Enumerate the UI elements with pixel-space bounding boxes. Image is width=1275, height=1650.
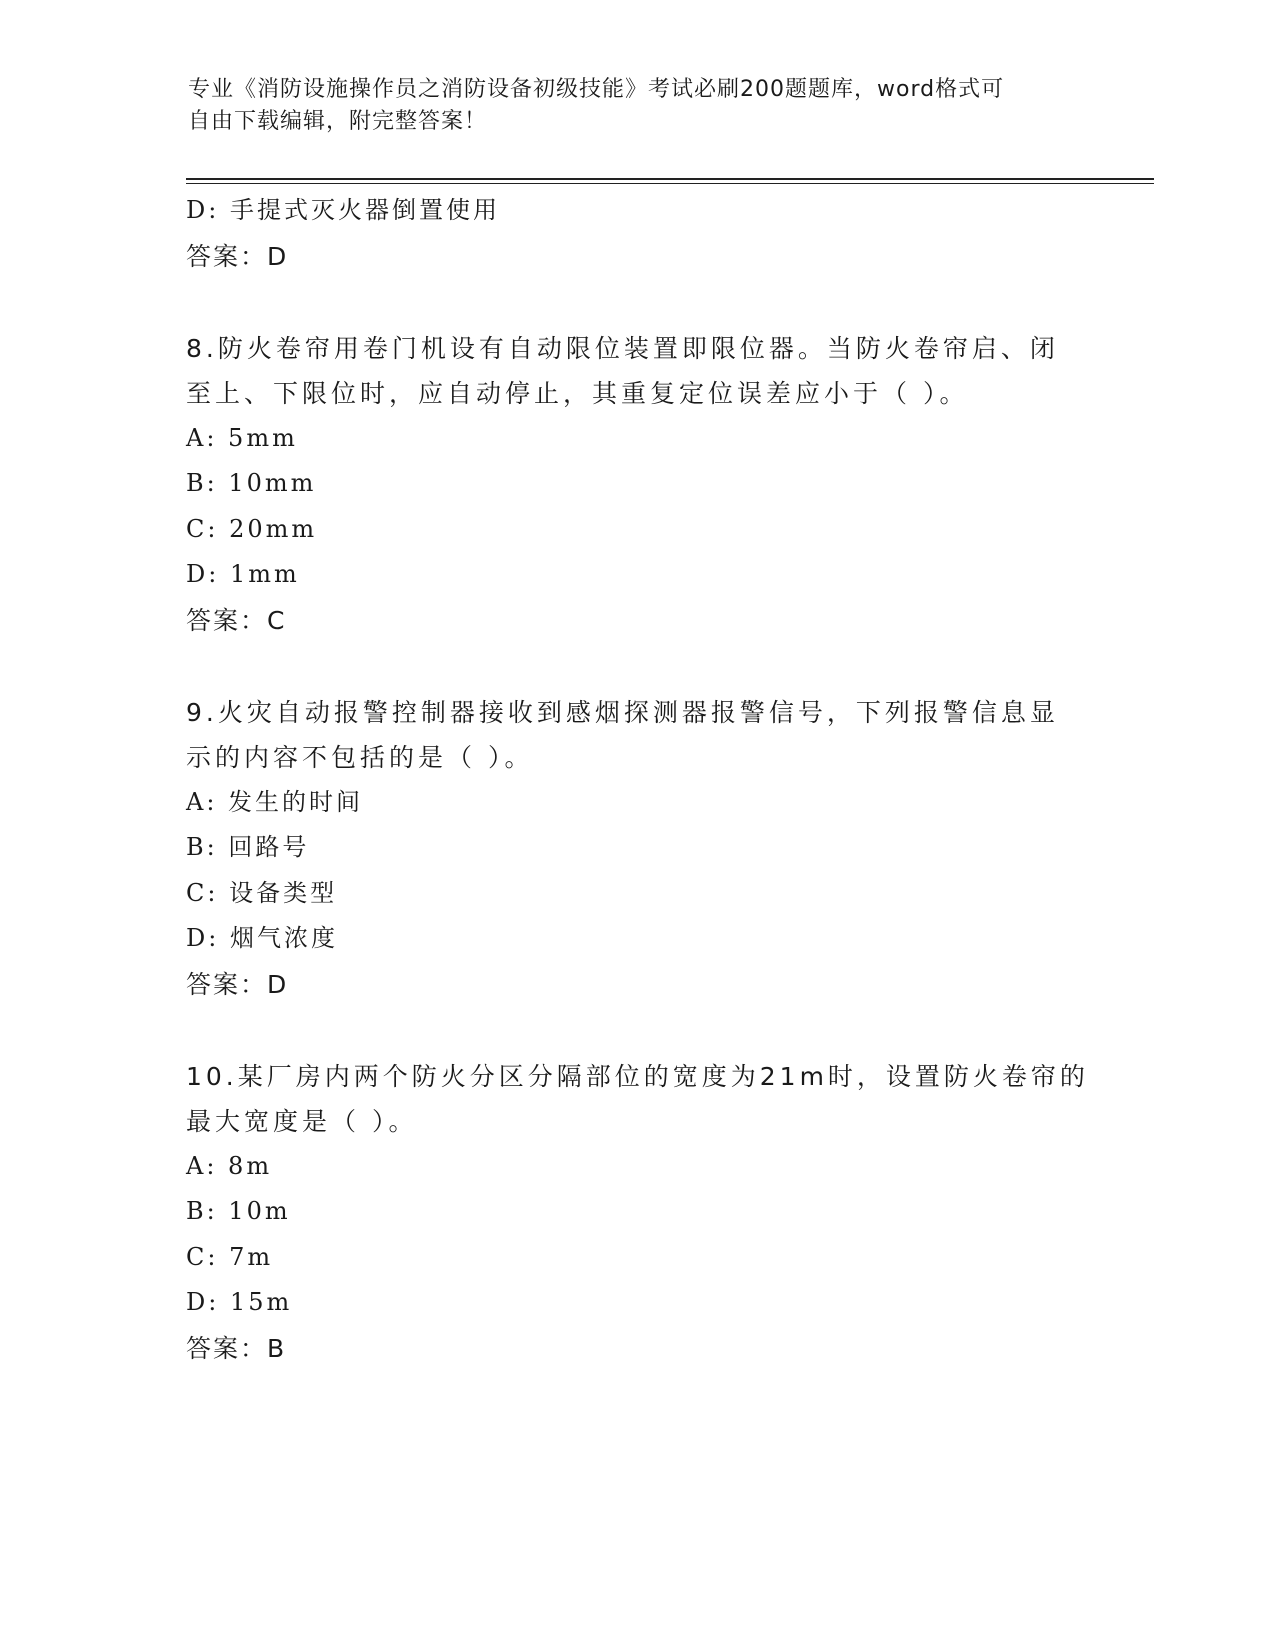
prev-answer: 答案：D [186,241,289,271]
spacer [186,643,1086,690]
question-text-line: 示的内容不包括的是（ ）。 [186,742,534,772]
answer: 答案：D [186,969,289,999]
question-text-line: 10.某厂房内两个防火分区分隔部位的宽度为21m时，设置防火卷帘的 [186,1061,1089,1091]
question-text-line: 8.防火卷帘用卷门机设有自动限位装置即限位器。当防火卷帘启、闭 [186,333,1059,363]
header-line-1: 专业《消防设施操作员之消防设备初级技能》考试必刷200题题库，word格式可 [188,77,1005,102]
option-a: A: 发生的时间 [186,787,364,816]
option-d: D: 烟气浓度 [186,924,338,952]
answer: 答案：B [186,1333,287,1363]
document-body [186,188,1089,1371]
question-text-line: 至上、下限位时，应自动停止，其重复定位误差应小于（ ）。 [186,378,969,408]
header-divider-thick [186,178,1154,180]
option-b: B: 回路号 [186,833,310,861]
option-a: A: 5mm [186,423,298,452]
option-b: B: 10mm [186,469,317,497]
question-9 [186,690,1066,780]
question-8 [186,326,1066,416]
option-c: C: 20mm [186,514,318,543]
answer: 答案：C [186,605,287,635]
option-b: B: 10m [186,1197,291,1225]
question-10 [186,1054,1089,1144]
option-c: C: 设备类型 [186,878,338,907]
header-divider-thin [186,183,1154,184]
option-d: D: 1mm [186,560,300,588]
option-a: A: 8m [186,1151,273,1180]
document-header [188,74,1068,138]
question-text-line: 9.火灾自动报警控制器接收到感烟探测器报警信号，下列报警信息显 [186,697,1059,727]
option-c: C: 7m [186,1242,274,1271]
prev-option-d: D: 手提式灭火器倒置使用 [186,196,500,224]
option-d: D: 15m [186,1288,293,1316]
header-line-2: 自由下载编辑，附完整答案！ [188,109,488,134]
spacer [186,279,1086,326]
question-text-line: 最大宽度是（ ）。 [186,1106,418,1136]
spacer [186,1007,1086,1054]
